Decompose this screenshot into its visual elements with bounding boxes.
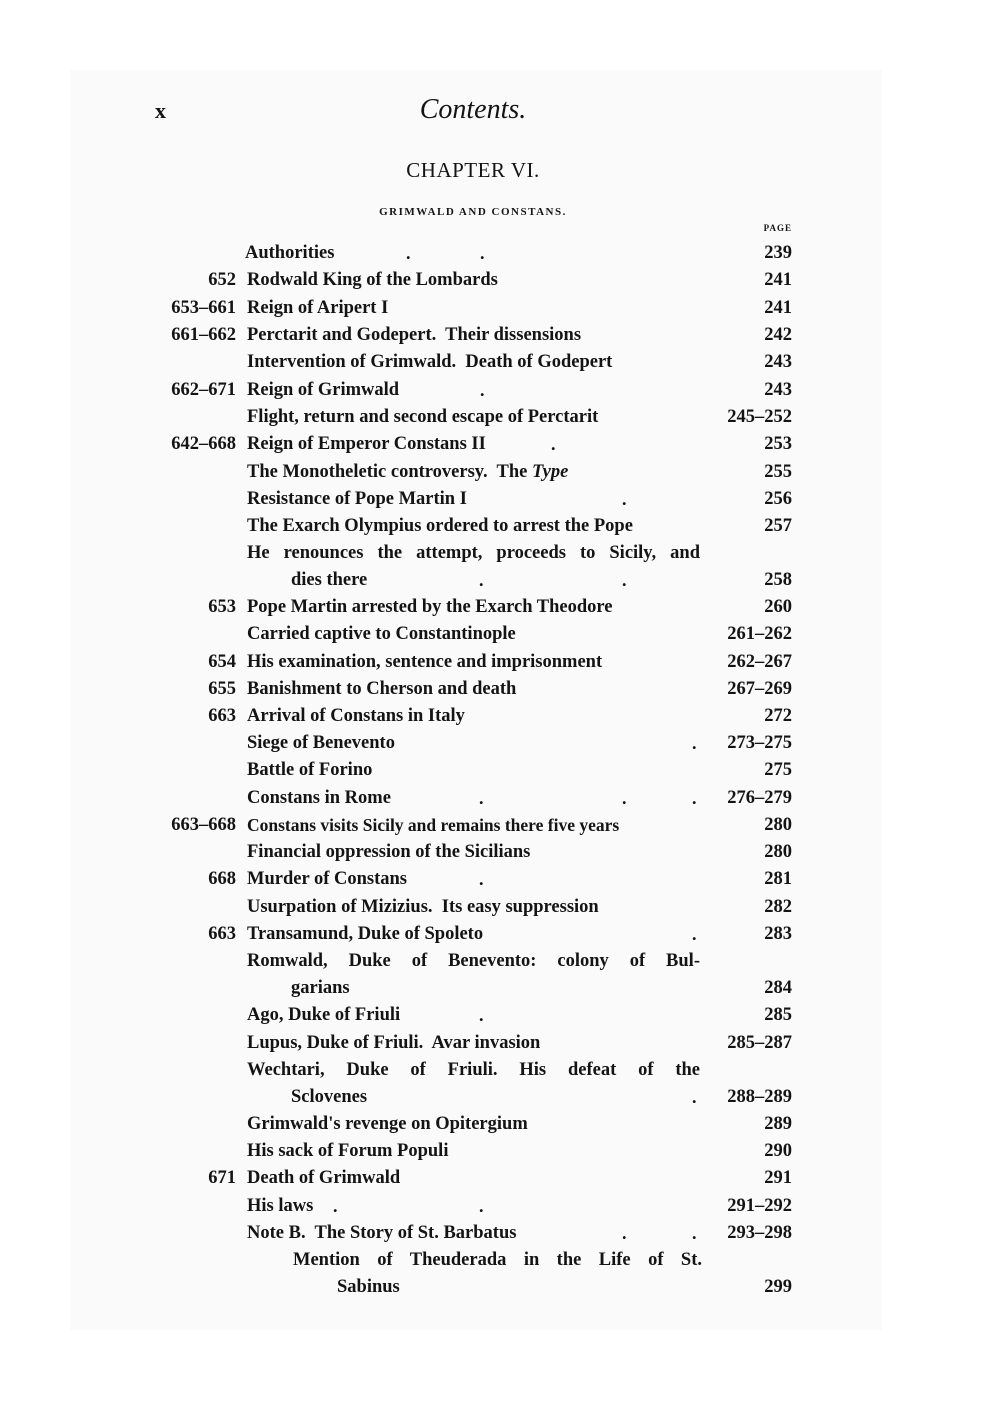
- entry-text: Grimwald's revenge on Opitergium: [247, 1114, 528, 1134]
- leader-dot: .: [333, 1196, 338, 1216]
- entry-text: Death of Grimwald: [247, 1168, 401, 1188]
- leader-dot: .: [692, 788, 697, 808]
- entry-page: 241: [764, 270, 792, 290]
- toc-entry: [0, 594, 1000, 621]
- entry-page: 253: [764, 434, 792, 454]
- entry-page: 289: [764, 1114, 792, 1134]
- entry-date: 654: [208, 652, 236, 672]
- entry-page: 275: [764, 760, 792, 780]
- entry-page: 299: [764, 1277, 792, 1297]
- leader-dot: .: [692, 924, 697, 944]
- leader-dot: .: [479, 1005, 484, 1025]
- toc-entry-continuation: [0, 975, 1000, 1002]
- toc-entry: [0, 431, 1000, 458]
- toc-entry: [0, 1220, 1000, 1247]
- entry-text: His sack of Forum Populi: [247, 1141, 449, 1161]
- entry-page: 284: [764, 978, 792, 998]
- leader-dot: .: [622, 489, 627, 509]
- toc-entry: [0, 703, 1000, 730]
- entry-text: The Exarch Olympius ordered to arrest the Pope: [247, 516, 633, 536]
- entry-date: 653–661: [171, 298, 236, 318]
- entry-page: 258: [764, 570, 792, 590]
- entry-page: 262–267: [727, 652, 792, 672]
- toc-entry: [0, 404, 1000, 431]
- entry-text: Wechtari, Duke of Friuli. His defeat of the: [247, 1060, 700, 1080]
- entry-text: Perctarit and Godepert. Their dissensions: [247, 325, 582, 345]
- entry-text: Intervention of Grimwald. Death of Godepert: [247, 352, 613, 372]
- toc-entry-continuation: [0, 1274, 1000, 1301]
- entry-page: 242: [764, 325, 792, 345]
- entry-text: Reign of Emperor Constans II: [247, 434, 486, 454]
- entry-page: 290: [764, 1141, 792, 1161]
- chapter-subtitle: GRIMWALD AND CONSTANS.: [379, 206, 567, 218]
- leader-dot: .: [692, 733, 697, 753]
- entry-page: 285: [764, 1005, 792, 1025]
- entry-text: Rodwald King of the Lombards: [247, 270, 498, 290]
- leader-dot: .: [479, 1196, 484, 1216]
- entry-page: 257: [764, 516, 792, 536]
- entry-date: 642–668: [171, 434, 236, 454]
- entry-text: Constans visits Sicily and remains there five years: [247, 815, 620, 835]
- entry-text: Siege of Benevento: [247, 733, 395, 753]
- entry-text: Resistance of Pope Martin I: [247, 489, 467, 509]
- entry-date: 663: [208, 924, 236, 944]
- entry-page: 283: [764, 924, 792, 944]
- entry-page: 281: [764, 869, 792, 889]
- entry-page: 239: [764, 243, 792, 263]
- entry-text-italic: Type: [532, 462, 569, 482]
- entry-text: Flight, return and second escape of Perctarit: [247, 407, 599, 427]
- toc-entry: [0, 785, 1000, 812]
- entry-text: Battle of Forino: [247, 760, 373, 780]
- folio-number: x: [155, 98, 166, 123]
- toc-entry: [0, 322, 1000, 349]
- entry-text: Murder of Constans: [247, 869, 407, 889]
- chapter-heading: CHAPTER VI.: [406, 158, 540, 182]
- toc-entry: [0, 921, 1000, 948]
- toc-entry: [0, 240, 1000, 267]
- entry-date: 671: [208, 1168, 236, 1188]
- toc-entry: [0, 1193, 1000, 1220]
- entry-text: His examination, sentence and imprisonment: [247, 652, 603, 672]
- toc-entry: [0, 676, 1000, 703]
- entry-text: His laws: [247, 1196, 314, 1216]
- toc-entry: [0, 866, 1000, 893]
- entry-text: [247, 459, 568, 486]
- leader-dot: .: [692, 1223, 697, 1243]
- leader-dot: .: [622, 788, 627, 808]
- leader-dot: .: [479, 869, 484, 889]
- entry-text: Sclovenes: [291, 1087, 368, 1107]
- entry-text: Lupus, Duke of Friuli. Avar invasion: [247, 1033, 541, 1053]
- leader-dot: .: [479, 788, 484, 808]
- entry-page: 243: [764, 380, 792, 400]
- toc-entry: [0, 1111, 1000, 1138]
- toc-entry: [0, 513, 1000, 540]
- toc-entry: [0, 1165, 1000, 1192]
- entry-page: 291–292: [727, 1196, 792, 1216]
- entry-page: 256: [764, 489, 792, 509]
- entry-text: Ago, Duke of Friuli: [247, 1005, 401, 1025]
- toc-entry: [0, 1057, 1000, 1084]
- entry-page: 241: [764, 298, 792, 318]
- toc-entry: [0, 295, 1000, 322]
- entry-page: 276–279: [727, 788, 792, 808]
- entry-text: Sabinus: [337, 1277, 400, 1297]
- entry-date: 655: [208, 679, 236, 699]
- entry-text: Reign of Grimwald: [247, 380, 400, 400]
- entry-text: Banishment to Cherson and death: [247, 679, 517, 699]
- entry-text: garians: [291, 978, 350, 998]
- toc-entry: [0, 649, 1000, 676]
- running-title: Contents.: [419, 94, 527, 125]
- entry-text: Mention of Theuderada in the Life of St.: [293, 1250, 702, 1270]
- entry-text: dies there: [291, 570, 368, 590]
- toc-entry: [0, 267, 1000, 294]
- entry-page: 260: [764, 597, 792, 617]
- toc-entry: [0, 377, 1000, 404]
- leader-dot: .: [480, 243, 485, 263]
- entry-text: Note B. The Story of St. Barbatus: [247, 1223, 517, 1243]
- entry-text: Constans in Rome: [247, 788, 391, 808]
- entry-page: 261–262: [727, 624, 792, 644]
- toc-entry: [0, 1247, 1000, 1274]
- entry-date: 652: [208, 270, 236, 290]
- leader-dot: .: [480, 380, 485, 400]
- entry-date: 663–668: [171, 815, 236, 835]
- entry-page: 285–287: [727, 1033, 792, 1053]
- toc-entry: [0, 459, 1000, 486]
- entry-page: 267–269: [727, 679, 792, 699]
- entry-page: 280: [764, 815, 792, 835]
- toc-entry: [0, 757, 1000, 784]
- toc-entry: [0, 1030, 1000, 1057]
- leader-dot: .: [551, 434, 556, 454]
- toc-entry: [0, 839, 1000, 866]
- entry-page: 288–289: [727, 1087, 792, 1107]
- toc-entry: [0, 1002, 1000, 1029]
- entry-text: He renounces the attempt, proceeds to Sicily, and: [247, 543, 700, 563]
- toc-entry-continuation: [0, 567, 1000, 594]
- toc-entry: [0, 812, 1000, 839]
- entry-page: 272: [764, 706, 792, 726]
- entry-text: Transamund, Duke of Spoleto: [247, 924, 484, 944]
- entry-text-roman: The Monotheletic controversy. The: [247, 462, 528, 482]
- toc-entry-continuation: [0, 1084, 1000, 1111]
- toc-entry: [0, 540, 1000, 567]
- entry-text: Pope Martin arrested by the Exarch Theodore: [247, 597, 613, 617]
- toc-entry: [0, 730, 1000, 757]
- entry-date: 661–662: [171, 325, 236, 345]
- leader-dot: .: [406, 243, 411, 263]
- entry-page: 243: [764, 352, 792, 372]
- entry-text: Financial oppression of the Sicilians: [247, 842, 531, 862]
- entry-text: Authorities: [245, 243, 335, 263]
- entry-page: 291: [764, 1168, 792, 1188]
- entry-date: 663: [208, 706, 236, 726]
- entry-date: 662–671: [171, 380, 236, 400]
- entry-page: 255: [764, 462, 792, 482]
- entry-text: Arrival of Constans in Italy: [247, 706, 465, 726]
- leader-dot: .: [622, 570, 627, 590]
- entry-text: Carried captive to Constantinople: [247, 624, 516, 644]
- toc-entry: [0, 486, 1000, 513]
- entry-date: 668: [208, 869, 236, 889]
- entry-text: Reign of Aripert I: [247, 298, 389, 318]
- leader-dot: .: [479, 570, 484, 590]
- leader-dot: .: [692, 1087, 697, 1107]
- toc-entry: [0, 1138, 1000, 1165]
- page-column-heading: PAGE: [763, 223, 792, 233]
- leader-dot: .: [622, 1223, 627, 1243]
- entry-page: 273–275: [727, 733, 792, 753]
- toc-entry: [0, 349, 1000, 376]
- toc-entry: [0, 621, 1000, 648]
- entry-page: 282: [764, 897, 792, 917]
- toc-entry: [0, 948, 1000, 975]
- entry-text: Romwald, Duke of Benevento: colony of Bul-: [247, 951, 700, 971]
- entry-page: 293–298: [727, 1223, 792, 1243]
- entry-page: 280: [764, 842, 792, 862]
- entry-date: 653: [208, 597, 236, 617]
- entry-text: Usurpation of Mizizius. Its easy suppression: [247, 897, 599, 917]
- toc-entry: [0, 894, 1000, 921]
- entry-page: 245–252: [727, 407, 792, 427]
